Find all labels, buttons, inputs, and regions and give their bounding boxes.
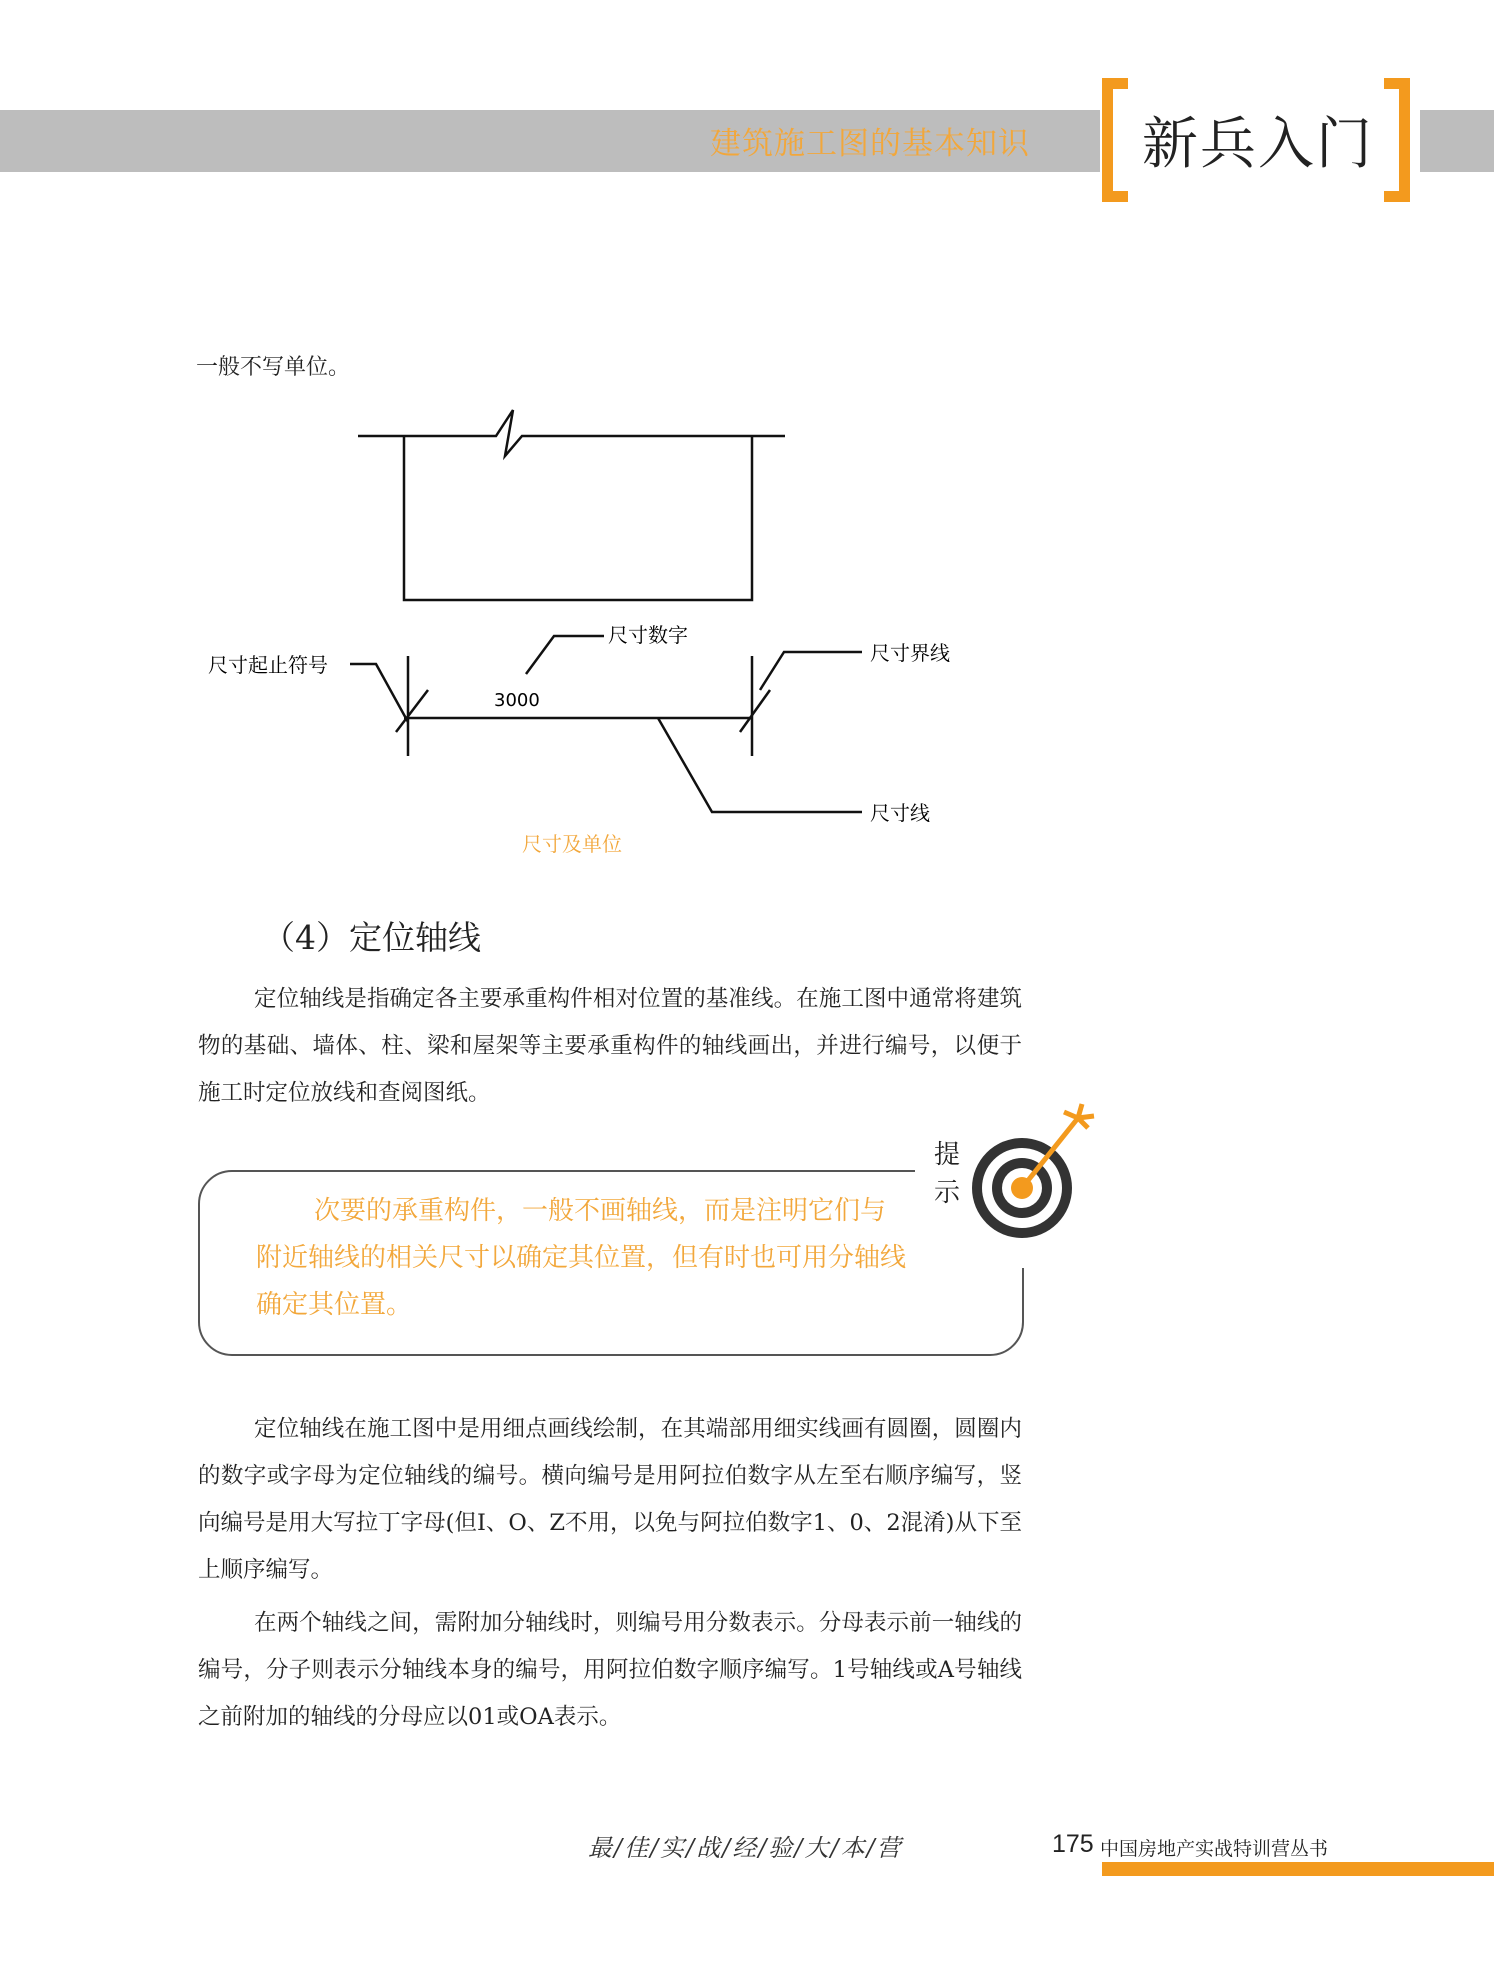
paragraph-2: 定位轴线在施工图中是用细点画线绘制，在其端部用细实线画有圆圈，圆圈内的数字或字母为定位轴线的编号。横向编号是用阿拉伯数字从左至右顺序编写，竖向编号是用大写拉丁字母(但I、O、Z不用，以免与阿拉伯数字1、0、2混淆)从下至上顺序编写。: [198, 1416, 1022, 1583]
fig-label-dimension-line: 尺寸线: [870, 801, 930, 825]
paragraph-3: 在两个轴线之间，需附加分轴线时，则编号用分数表示。分母表示前一轴线的编号，分子则表示分轴线本身的编号，用阿拉伯数字顺序编写。1号轴线或A号轴线之前附加的轴线的分母应以01或OA表示。: [198, 1610, 1022, 1730]
wall-top-line: [358, 410, 785, 456]
leader-extension: [760, 652, 862, 690]
footer-slogan: 最/佳/实/战/经/验/大/本/营: [588, 1834, 903, 1862]
leader-start-stop: [350, 664, 408, 722]
target-icon: [960, 1100, 1100, 1240]
fig-label-number: 尺寸数字: [608, 623, 688, 647]
series-name: 中国房地产实战特训营丛书: [1100, 1838, 1329, 1860]
tick-right: [740, 690, 770, 732]
fig-value: 3000: [494, 690, 540, 711]
leader-number: [526, 636, 604, 674]
brand-title: 新兵入门: [1142, 112, 1374, 177]
fig-label-start-stop: 尺寸起止符号: [208, 653, 328, 677]
footer-bar: [1102, 1862, 1494, 1876]
wall-rectangle: [404, 436, 752, 600]
intro-text: 一般不写单位。: [196, 355, 351, 380]
fig-label-extension: 尺寸界线: [870, 641, 950, 665]
leader-dim-line: [658, 718, 862, 812]
figure-caption: 尺寸及单位: [522, 832, 622, 856]
tip-label-1: 提: [934, 1140, 961, 1170]
dimension-diagram: [0, 0, 1494, 900]
page-number: 175: [1052, 1830, 1094, 1858]
chapter-subtitle: 建筑施工图的基本知识: [710, 126, 1030, 162]
paragraph-1: 定位轴线是指确定各主要承重构件相对位置的基准线。在施工图中通常将建筑物的基础、墙体、柱、梁和屋架等主要承重构件的轴线画出，并进行编号，以便于施工时定位放线和查阅图纸。: [198, 986, 1022, 1106]
tip-label-2: 示: [934, 1178, 961, 1208]
section-title: （4）定位轴线: [262, 918, 481, 957]
tip-text: 次要的承重构件，一般不画轴线，而是注明它们与附近轴线的相关尺寸以确定其位置，但有时也可用分轴线确定其位置。: [256, 1196, 907, 1320]
